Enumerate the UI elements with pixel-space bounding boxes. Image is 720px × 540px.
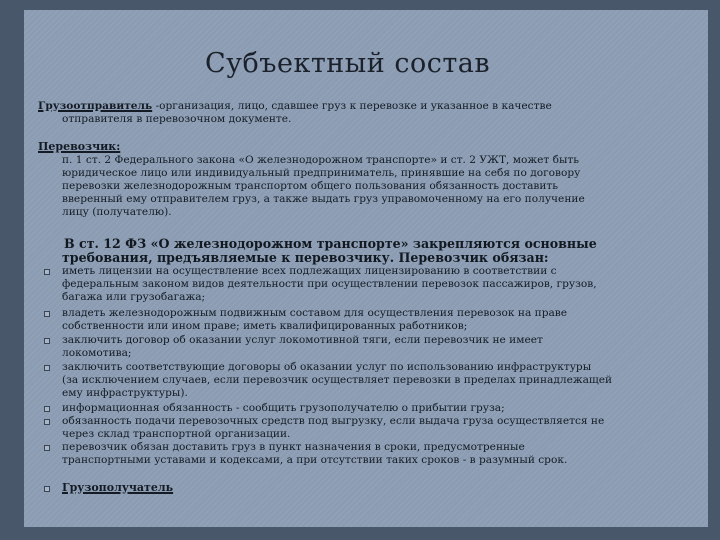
bullet-icon — [44, 419, 50, 425]
requirement-line: иметь лицензии на осуществление всех подлежащих лицензированию в соответствии с — [62, 265, 557, 277]
bullet-icon — [44, 406, 50, 412]
bullet-icon — [44, 338, 50, 344]
shipper-definition: -организация, лицо, сдавшее груз к перевозке и указанное в качестве — [152, 100, 552, 112]
bullet-icon — [44, 269, 50, 275]
requirement-line: локомотива; — [62, 347, 132, 359]
carrier-heading: Перевозчик: — [38, 140, 121, 153]
bullet-icon — [44, 311, 50, 317]
requirement-line: информационная обязанность - сообщить грузополучателю о прибытии груза; — [62, 402, 505, 414]
slide-title: Субъектный состав — [205, 48, 491, 79]
shipper-term: Грузоотправитель — [38, 100, 153, 112]
requirement-line: обязанность подачи перевозочных средств под выгрузку, если выдача груза осуществляется не — [62, 415, 605, 427]
carrier-text-line: юридическое лицо или индивидуальный предприниматель, принявшие на себя по договору — [62, 167, 581, 179]
carrier-text-line: вверенный ему отправителем груз, а также выдать груз управомоченному на его получение — [62, 193, 585, 205]
bullet-icon — [44, 445, 50, 451]
consignee-label: Грузополучатель — [62, 481, 174, 494]
requirement-line: перевозчик обязан доставить груз в пункт назначения в сроки, предусмотренные — [62, 441, 525, 453]
requirements-heading-line-2: требования, предъявляемые к перевозчику. Перевозчик обязан: — [62, 250, 549, 265]
requirement-line: транспортными уставами и кодексами, а при отсутствии таких сроков - в разумный срок. — [62, 454, 568, 466]
carrier-text-line: лицу (получателю). — [62, 206, 172, 218]
requirement-line: (за исключением случаев, если перевозчик осуществляет перевозки в пределах принадлежащей — [62, 374, 613, 386]
requirement-line: заключить договор об оказании услуг локомотивной тяги, если перевозчик не имеет — [62, 334, 543, 346]
requirement-line: собственности или ином праве; иметь квалифицированных работников; — [62, 320, 468, 332]
carrier-text-line: п. 1 ст. 2 Федерального закона «О железнодорожном транспорте» и ст. 2 УЖТ, может быть — [62, 154, 580, 166]
shipper-line-1 — [38, 100, 552, 113]
requirement-line: через склад транспортной организации. — [62, 428, 291, 440]
carrier-text-line: перевозки железнодорожным транспортом общего пользования обязанность доставить — [62, 180, 559, 192]
requirement-line: владеть железнодорожным подвижным составом для осуществления перевозок на праве — [62, 307, 568, 319]
requirements-heading-line-1: В ст. 12 ФЗ «О железнодорожном транспорте» закрепляются основные — [64, 236, 597, 251]
requirement-line: федеральным законом видов деятельности при осуществлении перевозок пассажиров, грузов, — [62, 278, 597, 290]
requirement-line: заключить соответствующие договоры об оказании услуг по использованию инфраструктуры — [62, 361, 592, 373]
requirement-line: багажа или грузобагажа; — [62, 291, 206, 303]
shipper-line-2: отправителя в перевозочном документе. — [62, 113, 292, 125]
bullet-icon — [44, 486, 50, 492]
bullet-icon — [44, 365, 50, 371]
requirement-line: ему инфраструктуры). — [62, 387, 188, 399]
